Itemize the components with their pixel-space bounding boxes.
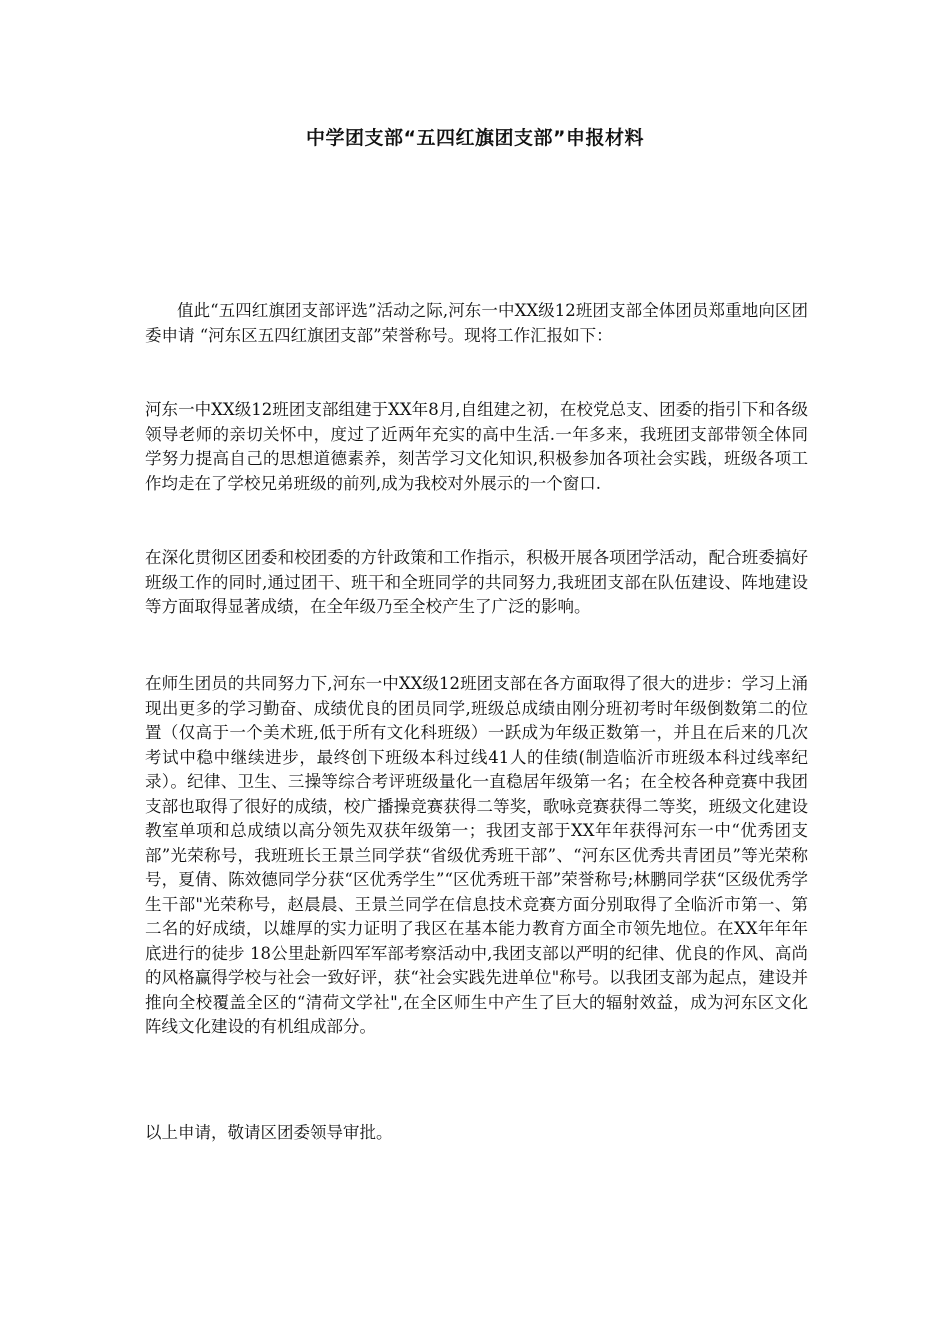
paragraph-achievements: 在师生团员的共同努力下,河东一中XX级12班团支部在各方面取得了很大的进步：学习上涌现出更多的学习勤奋、成绩优良的团员同学,班级总成绩由刚分班初考时年级倒数第二的位置（仅高于一个美术班,低于所有文化科班级）一跃成为年级正数第一，并且在后来的几次考试中稳中继续进步，最终创下班级本科过线41人的佳绩(制造临沂市班级本科过线率纪录）。纪律、卫生、三操等综合考评班级量化一直稳居年级第一名；在全校各种竞赛中我团支部也取得了很好的成绩，校广播操竞赛获得二等奖，歌咏竞赛获得二等奖，班级文化建设教室单项和总成绩以高分领先双获年级第一；我团支部于XX年年获得河东一中“优秀团支部”光荣称号，我班班长王景兰同学获“省级优秀班干部”、“河东区优秀共青团员”等光荣称号，夏倩、陈效德同学分获“区优秀学生”“区优秀班干部”荣誉称号;林鹏同学获“区级优秀学生干部"光荣称号，赵晨晨、王景兰同学在信息技术竞赛方面分别取得了全临沂市第一、第二名的好成绩，以雄厚的实力证明了我区在基本能力教育方面全市领先地位。在XX年年年底进行的徒步 18公里赴新四军军部考察活动中,我团支部以严明的纪律、优良的作风、高尚的风格赢得学校与社会一致好评，获“社会实践先进单位"称号。以我团支部为起点，建设并推向全校覆盖全区的“清荷文学社",在全区师生中产生了巨大的辐射效益，成为河东区文化阵线文化建设的有机组成部分。 — [145, 674, 808, 1036]
paragraph-background: 河东一中XX级12班团支部组建于XX年8月,自组建之初，在校党总支、团委的指引下和各级领导老师的亲切关怀中，度过了近两年充实的高中生活.一年多来，我班团支部带领全体同学努力提高自己的思想道德素养，刻苦学习文化知识,积极参加各项社会实践，班级各项工作均走在了学校兄弟班级的前列,成为我校对外展示的一个窗口. — [145, 400, 808, 493]
document-title: 中学团支部“五四红旗团支部”申报材料 — [306, 127, 644, 149]
paragraph-intro: 值此“五四红旗团支部评选”活动之际,河东一中XX级12班团支部全体团员郑重地向区团委申请 “河东区五四红旗团支部”荣誉称号。现将工作汇报如下： — [145, 301, 808, 345]
paragraph-closing: 以上申请，敬请区团委领导审批。 — [145, 1123, 393, 1142]
paragraph-activities: 在深化贯彻区团委和校团委的方针政策和工作指示，积极开展各项团学活动，配合班委搞好班级工作的同时,通过团干、班干和全班同学的共同努力,我班团支部在队伍建设、阵地建设等方面取得显著成绩，在全年级乃至全校产生了广泛的影响。 — [145, 548, 808, 616]
